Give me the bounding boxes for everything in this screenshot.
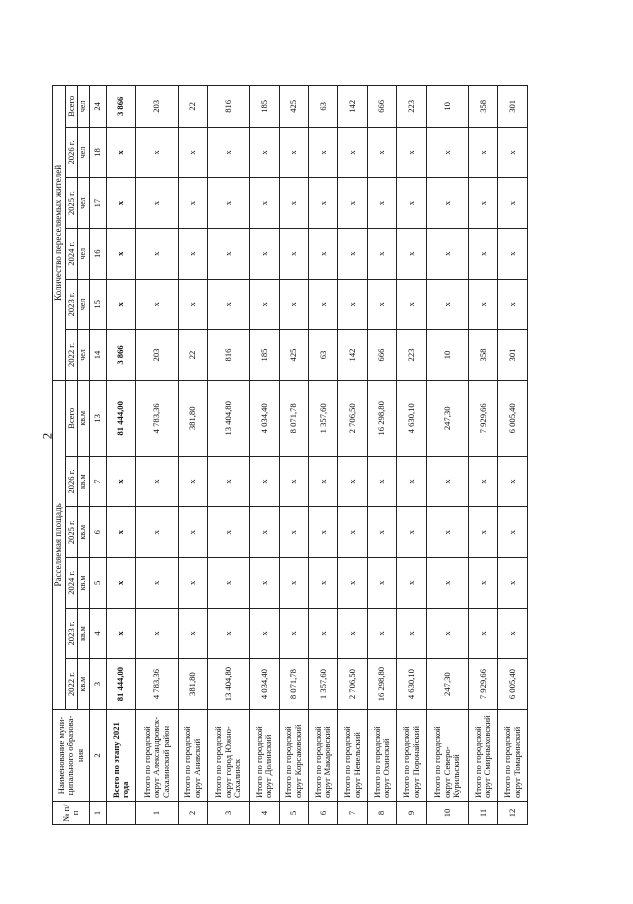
empty-mark: x — [498, 456, 528, 507]
empty-mark: x — [426, 178, 468, 229]
people-2022: 816 — [207, 330, 249, 381]
area-total: 8 071,78 — [279, 380, 308, 456]
empty-mark: x — [469, 178, 498, 229]
unit-header: чел — [78, 178, 90, 229]
people-2022: 185 — [250, 330, 279, 381]
table-row — [136, 86, 178, 825]
column-number: 6 — [90, 507, 107, 558]
empty-mark: x — [367, 228, 396, 279]
people-cell: x — [106, 279, 135, 330]
empty-mark: x — [469, 507, 498, 558]
people-total: 142 — [338, 86, 367, 128]
empty-mark: x — [367, 456, 396, 507]
row-num: 3 — [207, 801, 249, 824]
people-year-header-4: 2026 г. — [65, 127, 77, 178]
row-num: 2 — [178, 801, 207, 824]
municipality-name: Итого по городской округ Томаринский — [498, 709, 528, 801]
area-cell: x — [106, 608, 135, 659]
people-total: 63 — [309, 86, 338, 128]
table-row — [338, 86, 367, 825]
row-num: 9 — [397, 801, 426, 824]
empty-mark: x — [426, 608, 468, 659]
table-row — [397, 86, 426, 825]
empty-mark: x — [178, 279, 207, 330]
empty-mark: x — [498, 228, 528, 279]
area-year-header-0: 2022 г. — [65, 659, 77, 710]
area-2022: 4 783,36 — [136, 659, 178, 710]
empty-mark: x — [426, 456, 468, 507]
empty-mark: x — [178, 608, 207, 659]
area-total-header: Всего — [65, 380, 77, 456]
empty-mark: x — [207, 279, 249, 330]
empty-mark: x — [207, 178, 249, 229]
empty-mark: x — [498, 279, 528, 330]
row-num: 5 — [279, 801, 308, 824]
empty-mark: x — [338, 558, 367, 609]
area-total: 13 404,80 — [207, 380, 249, 456]
empty-mark: x — [279, 507, 308, 558]
empty-mark: x — [136, 558, 178, 609]
empty-mark: x — [397, 228, 426, 279]
empty-mark: x — [207, 228, 249, 279]
municipality-name: Итого по городской округ Александровск-Сахалинский район — [136, 709, 178, 801]
empty-mark: x — [498, 558, 528, 609]
empty-mark: x — [279, 228, 308, 279]
row-num: 10 — [426, 801, 468, 824]
people-2022: 223 — [397, 330, 426, 381]
empty-mark: x — [338, 507, 367, 558]
area-2022: 2 706,50 — [338, 659, 367, 710]
column-number: 14 — [90, 330, 107, 381]
header-area-group: Расселяемая площадь — [53, 380, 66, 709]
empty-mark: x — [279, 608, 308, 659]
table-body — [90, 86, 528, 825]
table-row — [469, 86, 498, 825]
people-total: 301 — [498, 86, 528, 128]
area-total: 247,30 — [426, 380, 468, 456]
municipality-name: Итого по городской округ Охинский — [367, 709, 396, 801]
empty-mark: x — [367, 279, 396, 330]
unit-header: кв.м — [78, 456, 90, 507]
area-total: 2 706,50 — [338, 380, 367, 456]
column-number: 2 — [90, 709, 107, 801]
empty-mark: x — [178, 178, 207, 229]
empty-mark: x — [498, 608, 528, 659]
empty-mark: x — [397, 558, 426, 609]
empty-mark: x — [397, 178, 426, 229]
people-cell: x — [106, 228, 135, 279]
empty-mark: x — [338, 608, 367, 659]
area-2022: 381,80 — [178, 659, 207, 710]
empty-mark: x — [309, 279, 338, 330]
header-people-group: Количество переселяемых жителей — [53, 86, 66, 381]
municipality-name: Итого по городской округ Северо-Курильский — [426, 709, 468, 801]
empty-mark: x — [279, 456, 308, 507]
row-num: 4 — [250, 801, 279, 824]
area-2022: 4 034,40 — [250, 659, 279, 710]
row-num: 6 — [309, 801, 338, 824]
area-year-header-3: 2025 г. — [65, 507, 77, 558]
empty-mark: x — [136, 279, 178, 330]
empty-mark: x — [397, 127, 426, 178]
municipality-name: Итого по городской округ Смирныховский — [469, 709, 498, 801]
empty-mark: x — [279, 178, 308, 229]
people-total: 185 — [250, 86, 279, 128]
empty-mark: x — [469, 558, 498, 609]
empty-mark: x — [309, 507, 338, 558]
empty-mark: x — [397, 608, 426, 659]
page-number: 2 — [39, 432, 55, 440]
empty-mark: x — [178, 228, 207, 279]
empty-mark: x — [367, 507, 396, 558]
column-number: 4 — [90, 608, 107, 659]
column-number: 13 — [90, 380, 107, 456]
empty-mark: x — [397, 456, 426, 507]
empty-mark: x — [250, 507, 279, 558]
empty-mark: x — [207, 558, 249, 609]
people-cell: x — [106, 178, 135, 229]
empty-mark: x — [250, 127, 279, 178]
empty-mark: x — [250, 228, 279, 279]
empty-mark: x — [136, 507, 178, 558]
people-total: 203 — [136, 86, 178, 128]
municipality-name: Итого по городской округ Корсаковский — [279, 709, 308, 801]
people-cell: x — [106, 127, 135, 178]
people-total: 666 — [367, 86, 396, 128]
table-row — [250, 86, 279, 825]
empty-mark: x — [397, 279, 426, 330]
municipality-name: Итого по городской округ Поронайский — [397, 709, 426, 801]
people-cell: 3 866 — [106, 86, 135, 128]
header-name: Наименование муни-ципального образова-ния — [53, 709, 90, 801]
column-number: 17 — [90, 178, 107, 229]
empty-mark: x — [178, 456, 207, 507]
unit-header: чел — [78, 228, 90, 279]
area-year-header-4: 2026 г. — [65, 456, 77, 507]
empty-mark: x — [136, 127, 178, 178]
empty-mark: x — [279, 127, 308, 178]
people-total-header: Всего — [65, 86, 77, 128]
empty-mark: x — [207, 127, 249, 178]
municipality-name: Итого по городской округ Долинский — [250, 709, 279, 801]
empty-mark: x — [469, 127, 498, 178]
empty-mark: x — [498, 507, 528, 558]
people-total: 358 — [469, 86, 498, 128]
empty-mark: x — [136, 228, 178, 279]
people-2022: 203 — [136, 330, 178, 381]
column-number: 3 — [90, 659, 107, 710]
people-total: 10 — [426, 86, 468, 128]
area-cell: x — [106, 507, 135, 558]
table-row — [367, 86, 396, 825]
total-label: Всего по этапу 2021 года — [106, 709, 135, 801]
area-2022: 247,30 — [426, 659, 468, 710]
area-2022: 13 404,80 — [207, 659, 249, 710]
empty-mark: x — [338, 228, 367, 279]
empty-mark: x — [309, 456, 338, 507]
empty-mark: x — [136, 608, 178, 659]
empty-mark: x — [367, 558, 396, 609]
people-total: 223 — [397, 86, 426, 128]
empty-mark: x — [469, 228, 498, 279]
empty-mark: x — [250, 456, 279, 507]
area-total: 16 298,80 — [367, 380, 396, 456]
area-year-header-2: 2024 г. — [65, 558, 77, 609]
column-number: 7 — [90, 456, 107, 507]
empty-mark: x — [250, 558, 279, 609]
unit-header: кв.м — [78, 380, 90, 456]
empty-mark: x — [426, 558, 468, 609]
area-total: 1 357,60 — [309, 380, 338, 456]
empty-mark: x — [367, 608, 396, 659]
area-2022: 6 005,40 — [498, 659, 528, 710]
header-num: № п/п — [53, 801, 90, 824]
empty-mark: x — [178, 558, 207, 609]
empty-mark: x — [136, 178, 178, 229]
empty-mark: x — [309, 228, 338, 279]
area-2022: 1 357,60 — [309, 659, 338, 710]
empty-mark: x — [309, 178, 338, 229]
column-number: 24 — [90, 86, 107, 128]
people-2022: 358 — [469, 330, 498, 381]
area-cell: x — [106, 558, 135, 609]
people-year-header-0: 2022 г. — [65, 330, 77, 381]
empty-mark: x — [426, 228, 468, 279]
table-row — [207, 86, 249, 825]
row-num: 1 — [136, 801, 178, 824]
unit-header: чел — [78, 127, 90, 178]
empty-mark: x — [178, 127, 207, 178]
table-row — [178, 86, 207, 825]
column-number: 18 — [90, 127, 107, 178]
area-total: 4 630,10 — [397, 380, 426, 456]
empty-mark: x — [426, 279, 468, 330]
unit-header: кв.м — [78, 659, 90, 710]
unit-header: чел — [78, 86, 90, 128]
area-2022: 8 071,78 — [279, 659, 308, 710]
people-2022: 10 — [426, 330, 468, 381]
table-row — [498, 86, 528, 825]
total-row — [106, 86, 135, 825]
row-num: 12 — [498, 801, 528, 824]
column-number: 16 — [90, 228, 107, 279]
empty-mark: x — [469, 279, 498, 330]
unit-header: чел — [78, 330, 90, 381]
area-2022: 4 630,10 — [397, 659, 426, 710]
municipality-name: Итого по городской округ Макаровский — [309, 709, 338, 801]
people-year-header-1: 2023 г. — [65, 279, 77, 330]
area-total: 4 034,40 — [250, 380, 279, 456]
area-total: 6 005,40 — [498, 380, 528, 456]
empty-mark: x — [207, 456, 249, 507]
area-2022: 7 929,66 — [469, 659, 498, 710]
people-2022: 142 — [338, 330, 367, 381]
area-total: 381,80 — [178, 380, 207, 456]
area-total: 7 929,66 — [469, 380, 498, 456]
people-year-header-2: 2024 г. — [65, 228, 77, 279]
empty-mark: x — [367, 127, 396, 178]
people-cell: 3 866 — [106, 330, 135, 381]
empty-mark: x — [469, 608, 498, 659]
empty-mark: x — [250, 608, 279, 659]
empty-mark: x — [469, 456, 498, 507]
column-number: 15 — [90, 279, 107, 330]
table-row — [279, 86, 308, 825]
empty-mark: x — [136, 456, 178, 507]
people-2022: 301 — [498, 330, 528, 381]
empty-mark: x — [367, 178, 396, 229]
empty-mark: x — [397, 507, 426, 558]
area-year-header-1: 2023 г. — [65, 608, 77, 659]
people-total: 425 — [279, 86, 308, 128]
empty-mark: x — [498, 127, 528, 178]
resettlement-table — [52, 85, 528, 825]
empty-mark: x — [279, 279, 308, 330]
people-year-header-3: 2025 г. — [65, 178, 77, 229]
empty-mark: x — [338, 456, 367, 507]
column-number: 5 — [90, 558, 107, 609]
municipality-name: Итого по городской округ город Южно-Сахалинск — [207, 709, 249, 801]
area-cell: x — [106, 456, 135, 507]
people-2022: 22 — [178, 330, 207, 381]
table-row — [426, 86, 468, 825]
empty-mark: x — [309, 558, 338, 609]
unit-header: кв.м — [78, 507, 90, 558]
empty-mark: x — [207, 608, 249, 659]
area-cell: 81 444,00 — [106, 659, 135, 710]
row-num — [106, 801, 135, 824]
empty-mark: x — [250, 178, 279, 229]
area-cell: 81 444,00 — [106, 380, 135, 456]
municipality-name: Итого по городской округ Невельский — [338, 709, 367, 801]
municipality-name: Итого по городской округ Анивский — [178, 709, 207, 801]
unit-header: чел — [78, 279, 90, 330]
empty-mark: x — [426, 507, 468, 558]
empty-mark: x — [207, 507, 249, 558]
empty-mark: x — [178, 507, 207, 558]
empty-mark: x — [250, 279, 279, 330]
row-num: 11 — [469, 801, 498, 824]
empty-mark: x — [309, 608, 338, 659]
area-total: 4 783,36 — [136, 380, 178, 456]
people-2022: 63 — [309, 330, 338, 381]
people-total: 22 — [178, 86, 207, 128]
empty-mark: x — [338, 178, 367, 229]
empty-mark: x — [338, 127, 367, 178]
empty-mark: x — [498, 178, 528, 229]
column-number: 1 — [90, 801, 107, 824]
empty-mark: x — [338, 279, 367, 330]
empty-mark: x — [279, 558, 308, 609]
area-2022: 16 298,80 — [367, 659, 396, 710]
empty-mark: x — [426, 127, 468, 178]
people-total: 816 — [207, 86, 249, 128]
empty-mark: x — [309, 127, 338, 178]
unit-header: кв.м — [78, 608, 90, 659]
unit-header: кв.м — [78, 558, 90, 609]
column-number-row — [90, 86, 107, 825]
row-num: 8 — [367, 801, 396, 824]
row-num: 7 — [338, 801, 367, 824]
people-2022: 425 — [279, 330, 308, 381]
people-2022: 666 — [367, 330, 396, 381]
table-row — [309, 86, 338, 825]
